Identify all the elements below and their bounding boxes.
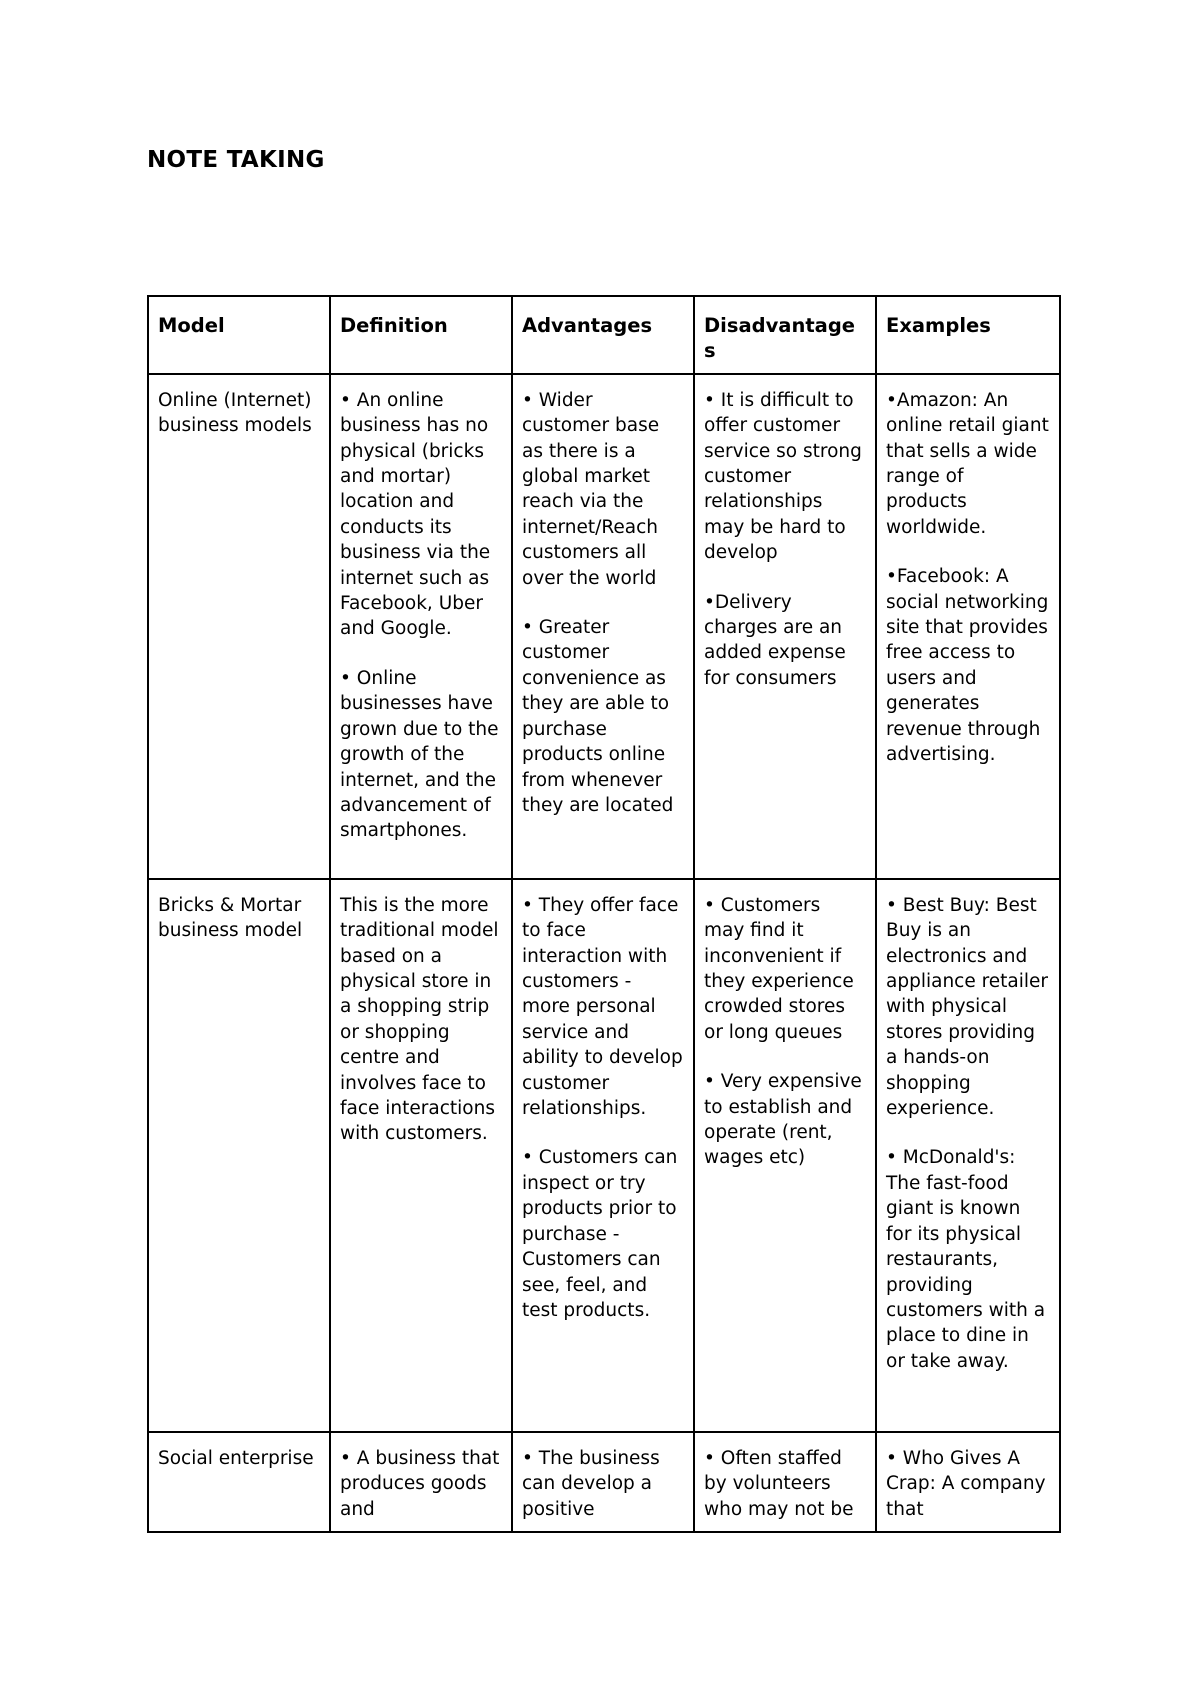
cell-disadvantages (694, 374, 876, 879)
definition-text: • A business that produces goods and (340, 1447, 500, 1520)
header-model: Model (148, 296, 330, 374)
cell-definition (330, 374, 512, 879)
cell-model (148, 374, 330, 879)
example-text: • Who Gives A Crap: A company that (886, 1447, 1046, 1520)
example-text: • McDonald's: The fast-food giant is known for its physical restaurants, providing customers with a place to dine in or take away. (886, 1147, 1046, 1372)
cell-advantages (512, 879, 694, 1432)
definition-text: This is the more traditional model based on a physical store in a shopping strip or shopping centre and involves face to face interactions with customers. (340, 894, 499, 1145)
cell-disadvantages (694, 879, 876, 1432)
model-text: Bricks & Mortar business model (158, 894, 303, 942)
table-row-bricks-mortar (148, 879, 1060, 1432)
model-text: Online (Internet) business models (158, 389, 312, 437)
advantage-text: • Wider customer base as there is a global market reach via the internet/Reach customers all over the world (522, 389, 660, 589)
header-advantages: Advantages (512, 296, 694, 374)
header-disadvantages: Disadvantages (694, 296, 876, 374)
cell-examples (876, 1432, 1060, 1532)
cell-examples (876, 374, 1060, 879)
header-definition: Definition (330, 296, 512, 374)
disadvantage-text: • Often staffed by volunteers who may not be (704, 1447, 854, 1520)
advantage-text: • Greater customer convenience as they are able to purchase products online from whenever they are located (522, 617, 674, 816)
advantage-text: • Customers can inspect or try products prior to purchase - Customers can see, feel, and test products. (522, 1147, 678, 1321)
table-row-online (148, 374, 1060, 879)
table-header-row (148, 296, 1060, 374)
definition-text: • Online businesses have grown due to the growth of the internet, and the advancement of smartphones. (340, 667, 499, 842)
disadvantage-text: • It is difficult to offer customer service so strong customer relationships may be hard to develop (704, 389, 862, 564)
business-models-table (147, 295, 1061, 1533)
cell-advantages (512, 374, 694, 879)
cell-examples (876, 879, 1060, 1432)
disadvantage-text: •Delivery charges are an added expense for consumers (704, 591, 846, 689)
disadvantage-text: • Customers may find it inconvenient if they experience crowded stores or long queues (704, 894, 854, 1043)
cell-model (148, 1432, 330, 1532)
advantage-text: • They offer face to face interaction with customers - more personal service and ability to develop customer relationships. (522, 894, 683, 1120)
cell-definition (330, 1432, 512, 1532)
definition-text: • An online business has no physical (bricks and mortar) location and conducts its business via the internet such as Facebook, Uber and Google. (340, 389, 491, 640)
example-text: • Best Buy: Best Buy is an electronics and appliance retailer with physical stores providing a hands-on shopping experience. (886, 894, 1049, 1120)
table-row-social-enterprise (148, 1432, 1060, 1532)
model-text: Social enterprise (158, 1447, 314, 1469)
advantage-text: • The business can develop a positive (522, 1447, 660, 1520)
cell-model (148, 879, 330, 1432)
cell-disadvantages (694, 1432, 876, 1532)
cell-definition (330, 879, 512, 1432)
page-title: NOTE TAKING (147, 147, 325, 173)
example-text: •Facebook: A social networking site that provides free access to users and generates revenue through advertising. (886, 566, 1049, 766)
disadvantage-text: • Very expensive to establish and operate (rent, wages etc) (704, 1071, 862, 1169)
example-text: •Amazon: An online retail giant that sells a wide range of products worldwide. (886, 389, 1049, 538)
cell-advantages (512, 1432, 694, 1532)
header-examples: Examples (876, 296, 1060, 374)
